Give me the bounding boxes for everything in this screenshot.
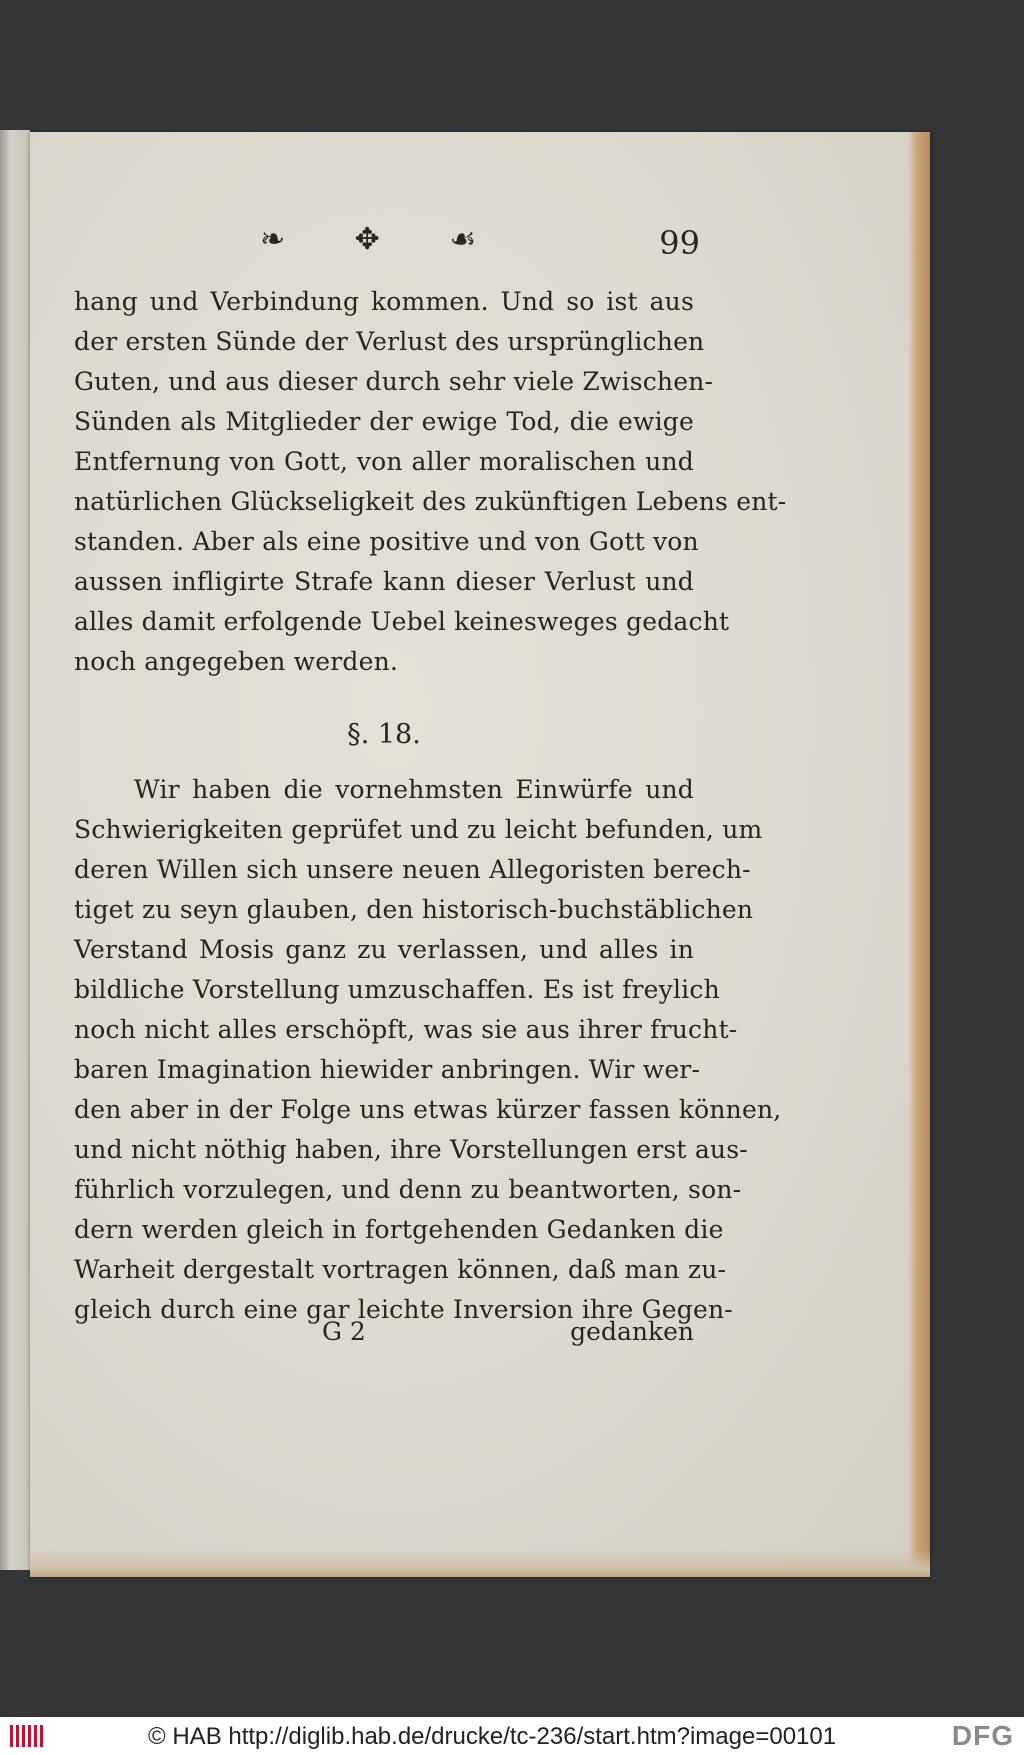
book-page: [30, 132, 930, 1577]
page-header: [260, 222, 700, 272]
text-line: den aber in der Folge uns etwas kürzer fassen können,: [74, 1095, 782, 1124]
text-line: Schwierigkeiten geprüfet und zu leicht befunden, um: [74, 815, 763, 844]
text-line: Guten, und aus dieser durch sehr viele Zwischen-: [74, 367, 714, 396]
text-line: dern werden gleich in fortgehenden Gedanken die: [74, 1215, 724, 1244]
text-line: tiget zu seyn glauben, den historisch-buchstäblichen: [74, 895, 754, 924]
text-line: noch angegeben werden.: [74, 647, 399, 676]
text-line: hang und Verbindung kommen. Und so ist aus: [74, 287, 694, 316]
page-edge-bottom: [30, 1549, 930, 1577]
text-line: aussen infligirte Strafe kann dieser Verlust und: [74, 567, 694, 596]
text-line: gleich durch eine gar leichte Inversion ihre Gegen-: [74, 1295, 733, 1324]
text-line: Warheit dergestalt vortragen können, daß man zu-: [74, 1255, 727, 1284]
viewer-footer-bar: [0, 1717, 1024, 1755]
text-line: natürlichen Glückseligkeit des zukünftigen Lebens ent-: [74, 487, 787, 516]
text-line: noch nicht alles erschöpft, was sie aus ihrer frucht-: [74, 1015, 738, 1044]
text-line: alles damit erfolgende Uebel keinesweges gedacht: [74, 607, 730, 636]
paragraph-1: [74, 282, 787, 682]
page-number: 99: [659, 224, 700, 262]
body-text: [74, 282, 787, 1330]
adjacent-page-edge: [0, 130, 30, 1570]
page-edge-right: [908, 132, 930, 1577]
catchword: gedanken: [570, 1317, 694, 1346]
hab-logo-icon: [10, 1725, 46, 1747]
signature-mark: G 2: [322, 1317, 366, 1346]
text-line: Verstand Mosis ganz zu verlassen, und alles in: [74, 935, 694, 964]
text-line: Wir haben die vornehmsten Einwürfe und: [134, 775, 694, 804]
text-line: Entfernung von Gott, von aller moralischen und: [74, 447, 694, 476]
text-line: und nicht nöthig haben, ihre Vorstellungen erst aus-: [74, 1135, 748, 1164]
text-line: deren Willen sich unsere neuen Allegoristen berech-: [74, 855, 751, 884]
page-footer: [74, 1317, 694, 1361]
text-line: standen. Aber als eine positive und von Gott von: [74, 527, 699, 556]
copyright-link[interactable]: © HAB http://diglib.hab.de/drucke/tc-236/start.htm?image=00101: [148, 1723, 837, 1750]
text-line: Sünden als Mitglieder der ewige Tod, die ewige: [74, 407, 694, 436]
section-heading: §. 18.: [347, 719, 421, 750]
text-line: führlich vorzulegen, und denn zu beantworten, son-: [74, 1175, 742, 1204]
text-line: baren Imagination hiewider anbringen. Wir wer-: [74, 1055, 701, 1084]
dfg-logo: DFG: [951, 1720, 1014, 1751]
paragraph-2: [74, 770, 782, 1330]
text-line: der ersten Sünde der Verlust des ursprünglichen: [74, 327, 705, 356]
ornament-icon: ❧ ✥ ☙: [260, 222, 507, 257]
text-line: bildliche Vorstellung umzuschaffen. Es ist freylich: [74, 975, 720, 1004]
